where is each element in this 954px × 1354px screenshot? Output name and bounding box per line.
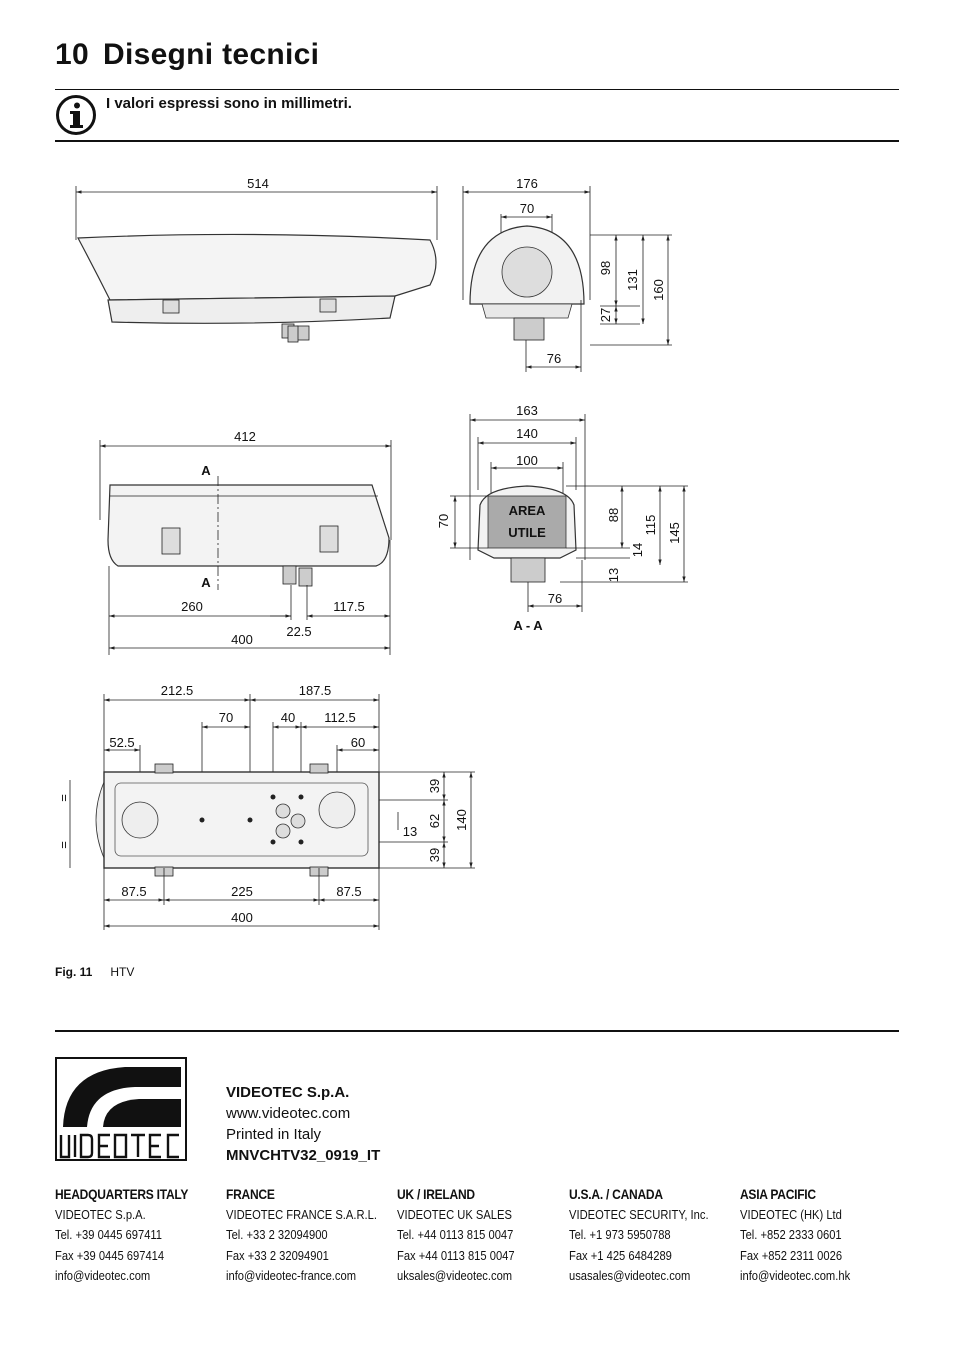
office-email[interactable]: uksales@videotec.com xyxy=(397,1268,513,1283)
dim-87-5-right: 87.5 xyxy=(336,884,362,899)
dim-117-5: 117.5 xyxy=(333,599,365,614)
dim-100: 100 xyxy=(516,453,538,468)
section-view xyxy=(450,414,688,612)
dim-14: 14 xyxy=(630,542,645,558)
office-fax: Fax +852 2311 0026 xyxy=(740,1247,843,1263)
section-title: Disegni tecnici xyxy=(102,38,320,71)
dim-131: 131 xyxy=(625,269,640,291)
dim-412: 412 xyxy=(234,429,256,444)
office-tel: Tel. +33 2 32094900 xyxy=(226,1227,328,1242)
dim-514: 514 xyxy=(247,176,269,191)
office-hq-italy xyxy=(55,1184,225,1287)
dim-145: 145 xyxy=(667,522,682,544)
dim-39-top: 39 xyxy=(427,778,442,794)
figure-label: Fig. 11 xyxy=(55,965,93,979)
office-tel: Tel. +852 2333 0601 xyxy=(740,1227,842,1242)
dim-260: 260 xyxy=(181,599,203,614)
figure-title: HTV xyxy=(110,965,135,979)
dim-62: 62 xyxy=(427,813,442,829)
office-title: UK / IRELAND xyxy=(397,1186,475,1202)
area-label-2: UTILE xyxy=(508,525,546,540)
office-title: HEADQUARTERS ITALY xyxy=(55,1186,189,1202)
dim-163: 163 xyxy=(516,403,538,418)
office-uk-ireland xyxy=(397,1184,567,1287)
front-view-top xyxy=(463,186,672,372)
office-asia-pacific xyxy=(740,1184,910,1287)
dim-98: 98 xyxy=(598,260,613,276)
document-code: MNVCHTV32_0919_IT xyxy=(226,1147,381,1164)
dim-112-5: 112.5 xyxy=(324,710,356,725)
office-email[interactable]: info@videotec.com xyxy=(55,1268,151,1283)
company-info xyxy=(226,1082,380,1166)
dim-76-section: 76 xyxy=(547,591,563,606)
side-view-middle xyxy=(100,440,391,655)
company-web[interactable]: www.videotec.com xyxy=(226,1105,351,1122)
dim-212-5: 212.5 xyxy=(160,683,194,698)
company-name: VIDEOTEC S.p.A. xyxy=(226,1084,350,1101)
videotec-logo xyxy=(55,1057,187,1161)
dim-39-bottom: 39 xyxy=(427,847,442,863)
section-mark-top: A xyxy=(201,463,211,478)
company-printed: Printed in Italy xyxy=(226,1126,322,1143)
office-line: VIDEOTEC SECURITY, Inc. xyxy=(569,1206,709,1222)
dim-40: 40 xyxy=(280,710,296,725)
area-label-1: AREA xyxy=(508,503,546,518)
dim-187-5: 187.5 xyxy=(298,683,332,698)
equal-mark-2: = xyxy=(56,841,71,849)
office-fax: Fax +33 2 32094901 xyxy=(226,1247,329,1263)
section-mark-bottom: A xyxy=(201,575,211,590)
office-email[interactable]: usasales@videotec.com xyxy=(569,1268,691,1283)
office-line: VIDEOTEC FRANCE S.A.R.L. xyxy=(226,1206,377,1222)
office-france xyxy=(226,1184,396,1287)
office-fax: Fax +39 0445 697414 xyxy=(55,1247,165,1263)
office-usa-canada xyxy=(569,1184,739,1287)
dim-140-bottom: 140 xyxy=(454,809,469,831)
side-view-top xyxy=(76,186,437,342)
dim-225: 225 xyxy=(231,884,253,899)
office-line: VIDEOTEC S.p.A. xyxy=(55,1206,146,1222)
dim-160: 160 xyxy=(651,279,666,301)
dim-70-section: 70 xyxy=(436,513,451,529)
dim-22-5: 22.5 xyxy=(286,624,312,639)
dim-115: 115 xyxy=(643,514,658,536)
dim-87-5-left: 87.5 xyxy=(121,884,147,899)
footer-rule xyxy=(55,1030,899,1032)
office-title: FRANCE xyxy=(226,1186,275,1202)
office-title: ASIA PACIFIC xyxy=(740,1186,816,1202)
dim-76-top: 76 xyxy=(546,351,562,366)
dim-70-bottom: 70 xyxy=(218,710,234,725)
dim-140: 140 xyxy=(516,426,538,441)
office-title: U.S.A. / CANADA xyxy=(569,1186,663,1202)
note-text: I valori espressi sono in millimetri. xyxy=(106,95,352,112)
office-email[interactable]: info@videotec-france.com xyxy=(226,1268,357,1283)
dim-176: 176 xyxy=(516,176,538,191)
office-tel: Tel. +1 973 5950788 xyxy=(569,1227,671,1242)
office-fax: Fax +44 0113 815 0047 xyxy=(397,1247,515,1263)
dim-13-bottom: 13 xyxy=(402,824,418,839)
dim-52-5: 52.5 xyxy=(109,735,135,750)
office-tel: Tel. +39 0445 697411 xyxy=(55,1227,163,1242)
dim-60: 60 xyxy=(350,735,366,750)
office-email[interactable]: info@videotec.com.hk xyxy=(740,1268,851,1283)
dim-400-mid: 400 xyxy=(231,632,253,647)
section-number: 10 xyxy=(55,38,89,71)
dim-27: 27 xyxy=(598,307,613,323)
dim-88: 88 xyxy=(606,507,621,523)
dim-400-bottom: 400 xyxy=(231,910,253,925)
section-label: A - A xyxy=(513,618,543,633)
dim-70-top: 70 xyxy=(519,201,535,216)
office-line: VIDEOTEC UK SALES xyxy=(397,1206,512,1222)
dim-13-section: 13 xyxy=(606,567,621,583)
figure-caption xyxy=(55,965,134,979)
equal-mark-1: = xyxy=(56,794,71,802)
office-line: VIDEOTEC (HK) Ltd xyxy=(740,1206,842,1222)
office-fax: Fax +1 425 6484289 xyxy=(569,1247,672,1263)
office-tel: Tel. +44 0113 815 0047 xyxy=(397,1227,514,1242)
